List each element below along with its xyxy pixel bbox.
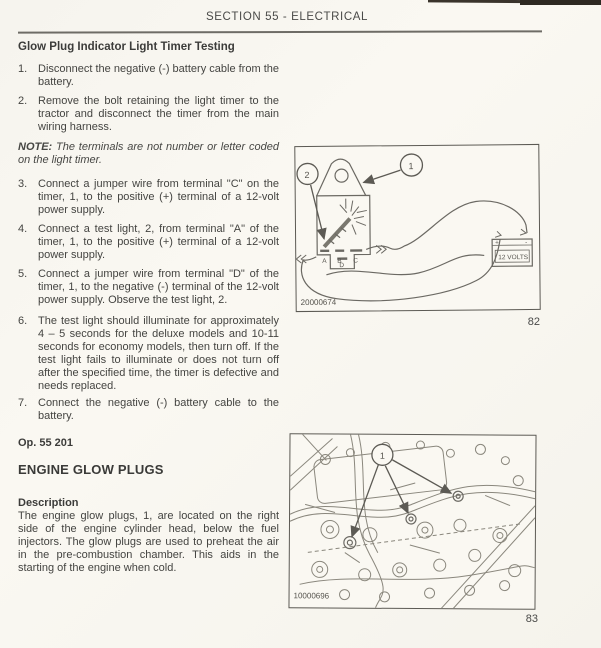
glow-plug-middle: [406, 514, 416, 524]
step-3: [18, 178, 279, 217]
figure-82-number: 82: [527, 316, 540, 328]
description-text: The engine glow plugs, 1, are located on the right side of the engine cylinder head, below the fuel injectors. The glow plugs are used to preheat the air in the pre-combustion chamber. This aids in the starting of the engine when cold.: [18, 510, 279, 574]
step-number: 2.: [18, 95, 28, 107]
terminal-a-label: A: [322, 257, 327, 265]
terminal-b-label: B: [337, 257, 342, 265]
step-text: Connect a jumper wire from terminal "C" on the timer, 1, to the positive (+) terminal of a 12-volt power supply.: [38, 178, 279, 216]
step-number: 4.: [18, 223, 28, 235]
step-text: Remove the bolt retaining the light timer to the tractor and disconnect the timer from the main wiring harness.: [38, 95, 279, 133]
note-paragraph: [18, 141, 279, 167]
step-5: [18, 268, 279, 307]
callout-1-label: 1: [379, 450, 385, 461]
figure-83-number: 83: [525, 613, 538, 625]
page-header-title: SECTION 55 - ELECTRICAL: [205, 11, 369, 23]
step-1: [18, 63, 279, 89]
step-text: Connect the negative (-) battery cable to the battery.: [38, 397, 279, 422]
test-light: [324, 198, 367, 246]
callout-2-label: 2: [304, 169, 310, 180]
step-number: 5.: [18, 268, 28, 280]
figure-light-timer-diagram: [294, 144, 540, 312]
wire-middle: [326, 255, 484, 276]
step-text: Disconnect the negative (-) battery cable from the battery.: [38, 63, 279, 88]
section-title: ENGINE GLOW PLUGS: [18, 462, 164, 477]
article-heading: Glow Plug Indicator Light Timer Testing: [18, 41, 235, 53]
note-text: The terminals are not number or letter coded on the light timer.: [18, 141, 279, 166]
operation-number: Op. 55 201: [18, 437, 74, 449]
step-number: 3.: [18, 178, 28, 190]
battery-plus: +: [495, 239, 499, 247]
step-text: The test light should illuminate for approximately 4 – 5 seconds for the deluxe models and 10-11 seconds for economy models, then turn off. If the test light fails to illuminate or does not turn off after the specified time, the timer is defective and needs replaced.: [38, 315, 279, 392]
photo-number: 10000696: [293, 591, 330, 601]
step-number: 7.: [18, 397, 28, 409]
step-number: 6.: [18, 315, 28, 327]
step-4: [18, 223, 279, 262]
wire-upper: [366, 201, 527, 250]
terminal-c-label: C: [353, 257, 359, 265]
text-column: [18, 41, 279, 575]
description-heading: Description: [18, 497, 79, 509]
photo-number: 20000674: [300, 297, 337, 308]
battery-minus: -: [525, 239, 528, 247]
battery-label: 12 VOLTS: [498, 254, 529, 262]
figure-engine-glow-plugs: [288, 433, 536, 610]
step-2: [18, 95, 279, 134]
note-label: NOTE:: [18, 141, 53, 153]
timer-mounting-hole: [335, 169, 348, 182]
step-text: Connect a jumper wire from terminal "D" of the timer, 1, to the negative (-) terminal of the 12-volt power supply. Observe the test light, 2.: [38, 268, 279, 306]
terminal-d-label: D: [339, 262, 345, 270]
scan-edge-artifact-corner: [520, 0, 601, 5]
step-6: [18, 315, 279, 393]
wire-lower-loop: [301, 239, 500, 301]
step-number: 1.: [18, 63, 28, 75]
step-text: Connect a test light, 2, from terminal "A" of the timer, 1, to the positive (+) terminal of a 12-volt power supply.: [38, 223, 279, 261]
callout-1-label: 1: [408, 161, 414, 172]
header-rule: [18, 30, 542, 33]
timer-mounting-tab: [316, 159, 365, 196]
step-7: [18, 397, 279, 423]
